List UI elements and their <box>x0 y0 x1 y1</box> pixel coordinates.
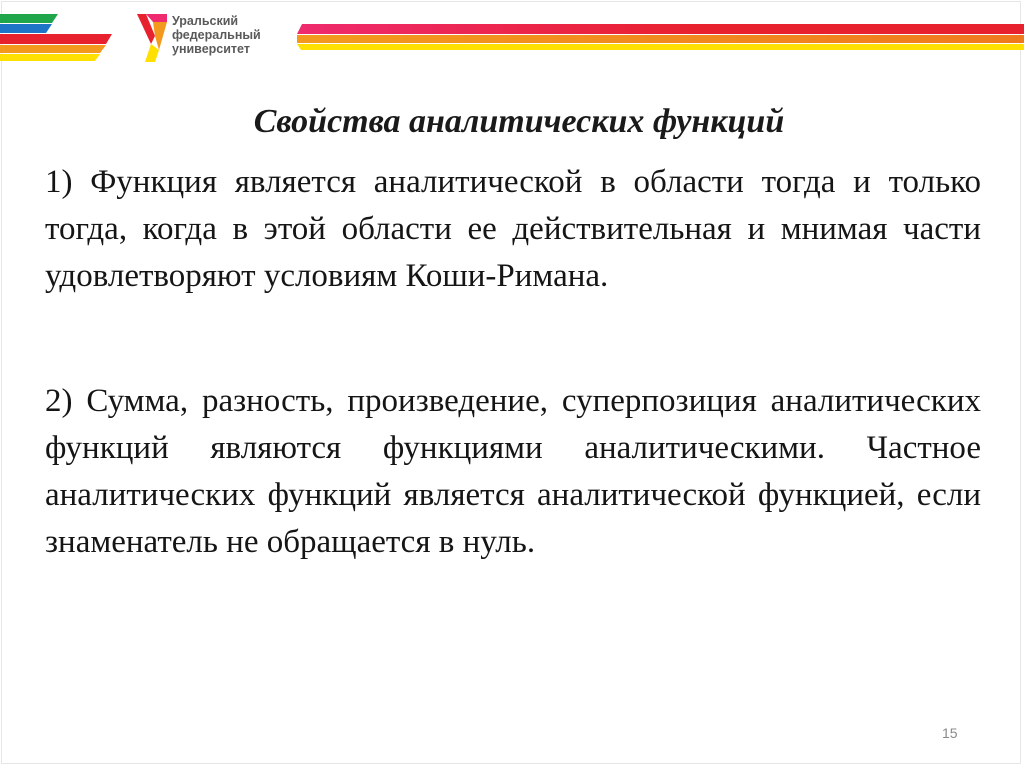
header-right-stripe <box>297 24 1024 50</box>
paragraph-2: 2) Сумма, разность, произведение, суперпозиция аналитических функций являются функциями аналитическими. Частное аналитических функций является аналитической функцией, если знаменатель не обращается в нуль. <box>45 383 981 560</box>
stripe-orange <box>0 45 106 53</box>
header-left-stripes <box>0 14 112 62</box>
stripe-top <box>297 24 1024 34</box>
stripe-middle <box>297 35 1024 43</box>
stripe-green <box>0 14 58 23</box>
university-logo <box>137 14 297 64</box>
stripe-bottom <box>297 44 1024 50</box>
stripe-yellow <box>0 54 100 61</box>
stripe-blue <box>0 24 52 33</box>
logo-line-1: Уральский <box>172 14 239 28</box>
paragraph-1: 1) Функция является аналитической в области тогда и только тогда, когда в этой области ее действительная и мнимая части удовлетворяют условиям Коши-Римана. <box>45 164 981 294</box>
logo-line-3: университет <box>172 42 250 56</box>
logo-line-2: федеральный <box>172 28 261 42</box>
slide-title: Свойства аналитических функций <box>253 103 785 140</box>
page-number: 15 <box>942 725 958 741</box>
logo-mark-icon <box>137 14 167 62</box>
stripe-red <box>0 34 112 44</box>
logo-text <box>172 14 261 56</box>
